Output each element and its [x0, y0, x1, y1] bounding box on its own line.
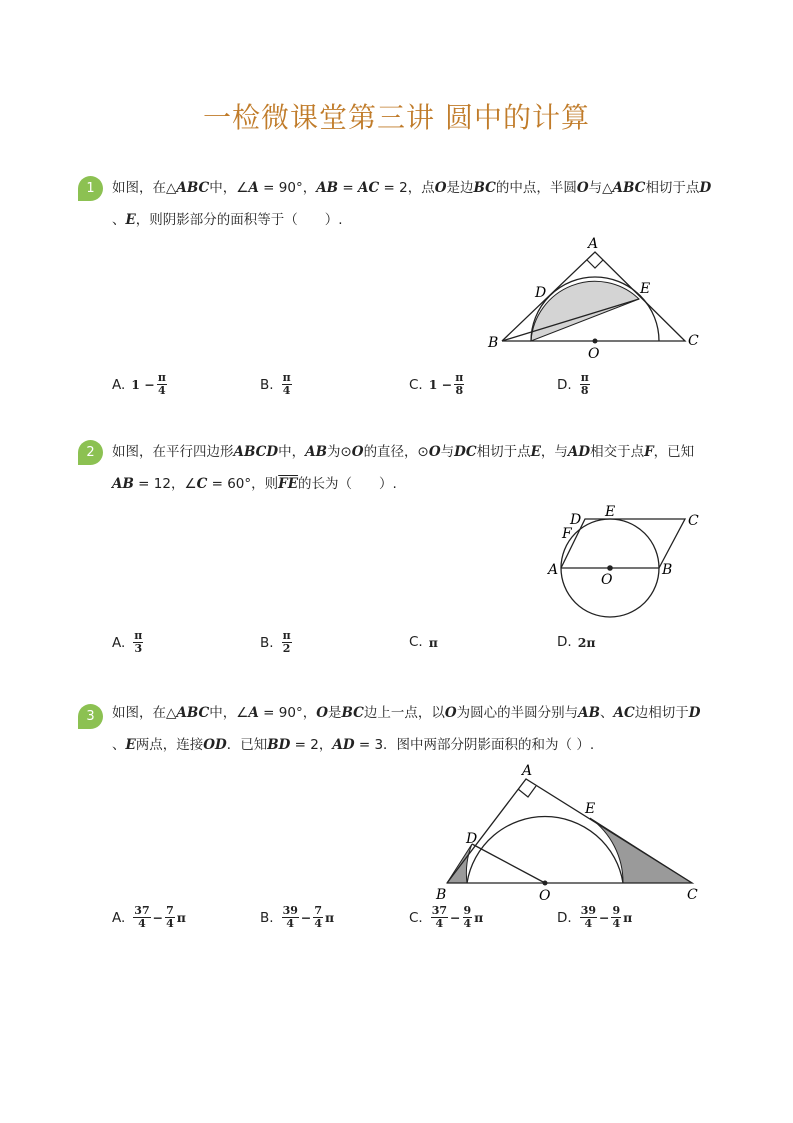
label-b: B [662, 562, 673, 578]
right-angle-mark [587, 260, 603, 268]
label-c: C [688, 333, 699, 349]
center-point [607, 565, 613, 571]
center-point [543, 881, 548, 886]
question-3-line-1: 如图，在△ABC中，∠A = 90°，O是BC边上一点，以O为圆心的半圆分别与AB、AC边相切于D [112, 705, 701, 721]
label-b: B [436, 887, 447, 903]
question-2-figure [540, 500, 715, 625]
option-b[interactable]: B. $\frac{\pi}{4}$ [260, 371, 291, 397]
option-a[interactable]: A. $\frac{37}{4}$ − $\frac{7}{4}$ π [112, 904, 186, 930]
question-1-line-1: 如图，在△ABC中，∠A = 90°，AB = AC = 2，点O是边BC的中点，半圆O与△ABC相切于点D [112, 180, 712, 196]
label-b: B [488, 335, 499, 351]
shaded-segment [531, 281, 639, 341]
label-d: D [466, 831, 478, 847]
question-2-line-1: 如图，在平行四边形ABCD中，AB为⊙O的直径，⊙O与DC相切于点E，与AD相交于点F，已知 [112, 444, 695, 460]
page-title: 一检微课堂第三讲 圆中的计算 [203, 101, 590, 134]
option-a[interactable]: A. $\frac{\pi}{3}$ [112, 629, 143, 655]
question-1-figure [480, 230, 705, 365]
label-c: C [687, 887, 698, 903]
label-e: E [605, 504, 616, 520]
option-b[interactable]: B. $\frac{\pi}{2}$ [260, 629, 291, 655]
option-d[interactable]: D. $\frac{39}{4}$ − $\frac{9}{4}$ π [557, 904, 633, 930]
label-d: D [570, 512, 582, 528]
label-a: A [588, 236, 599, 252]
segment-od [472, 844, 545, 883]
option-c[interactable]: C. $\frac{37}{4}$ − $\frac{9}{4}$ π [409, 904, 484, 930]
label-f: F [562, 526, 572, 542]
label-a: A [548, 562, 559, 578]
label-e: E [585, 801, 596, 817]
question-number-badge: 3 [78, 704, 103, 729]
center-point [593, 339, 598, 344]
question-3-figure [430, 760, 720, 905]
label-d: D [535, 285, 547, 301]
option-c[interactable]: C. 1 − $\frac{\pi}{8}$ [409, 371, 464, 397]
label-a: A [522, 763, 533, 779]
right-angle-mark [518, 786, 536, 797]
label-e: E [640, 281, 651, 297]
option-b[interactable]: B. $\frac{39}{4}$ − $\frac{7}{4}$ π [260, 904, 335, 930]
label-o: O [588, 346, 600, 362]
label-o: O [601, 572, 613, 588]
option-a[interactable]: A. 1 − $\frac{\pi}{4}$ [112, 371, 166, 397]
question-1-line-2: 、E，则阴影部分的面积等于（ ）. [112, 212, 343, 228]
label-c: C [688, 513, 699, 529]
option-d[interactable]: D. 2π [557, 634, 596, 650]
option-d[interactable]: D. $\frac{\pi}{8}$ [557, 371, 589, 397]
question-number-badge: 2 [78, 440, 103, 465]
question-2-line-2: AB = 12，∠C = 60°，则$\overline{FE}$的长为（ ）. [112, 476, 397, 492]
question-number-badge: 1 [78, 176, 103, 201]
option-c[interactable]: C. π [409, 634, 438, 650]
label-o: O [539, 888, 551, 904]
question-3-line-2: 、E两点，连接OD．已知BD = 2，AD = 3．图中两部分阴影面积的和为（ ）. [112, 737, 595, 753]
